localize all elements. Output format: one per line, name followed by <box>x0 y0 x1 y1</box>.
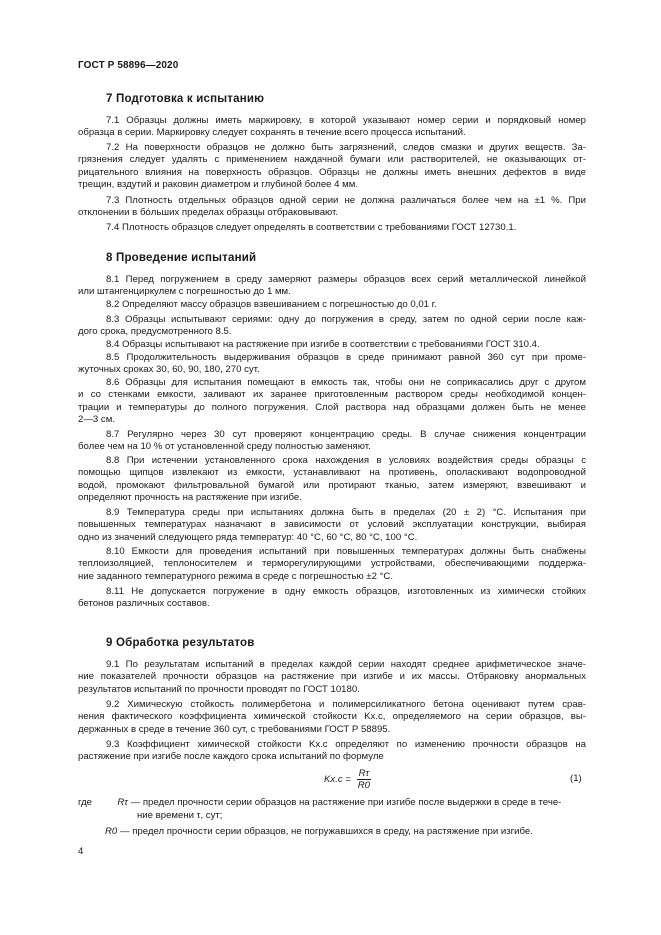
text-line: 8.5 Продолжительность выдерживания образцов в среде принимают равной 360 сут при проме- <box>106 352 586 363</box>
paragraph-8-5 <box>78 352 586 377</box>
text-line: результатов испытаний по прочности проводят по ГОСТ 10180. <box>78 683 360 695</box>
text-line: помощью щипцов извлекают из емкости, устанавливают на противень, ополаскивают водопроводной <box>78 467 586 479</box>
text-line: 8.2 Определяют массу образцов взвешиванием с погрешностью до 0,01 г. <box>106 299 437 310</box>
paragraph-8-2 <box>78 299 586 311</box>
text-line: теплоизоляцией, теплоносителем и терморегулирующими устройствами, обеспечивающими поддержа- <box>78 558 586 570</box>
text-line: 9.1 По результатам испытаний в пределах каждой серии находят среднее арифметическое значе- <box>106 659 586 670</box>
text-line: грязнения следует удалять с применением наждачной бумаги или растворителей, не оказывающих от- <box>78 154 586 166</box>
section-8-title: 8 Проведение испытаний <box>106 252 257 264</box>
paragraph-7-3 <box>78 195 586 220</box>
text-line: трещин, вздутий и раковин диаметром и глубиной более 4 мм. <box>78 179 359 191</box>
text-line: 8.11 Не допускается погружение в одну емкость образцов, изготовленных из химически стойких <box>106 586 586 597</box>
text-line: 8.4 Образцы испытывают на растяжение при изгибе в соответствии с требованиями ГОСТ 310.4. <box>106 339 540 350</box>
text-line: жуточных сроках 30, 60, 90, 180, 270 сут. <box>78 364 260 376</box>
paragraph-7-1 <box>78 115 586 140</box>
text-line: 8.3 Образцы испытывают сериями: одну до погружения в среду, затем по одной серии после каж- <box>106 314 586 325</box>
symbol-r-tau: Rτ <box>117 797 128 808</box>
paragraph-8-8 <box>78 455 586 505</box>
paragraph-9-2 <box>78 699 586 736</box>
where-r-tau <box>78 797 561 809</box>
definition-r0: — предел прочности серии образцов, не погружавшихся в среду, на растяжение при изгибе. <box>119 826 533 837</box>
formula-fraction <box>357 768 372 791</box>
text-line: 8.6 Образцы для испытания помещают в емкость так, чтобы они не соприкасались друг с другом <box>106 377 586 388</box>
text-line: 7.3 Плотность отдельных образцов одной серии не должна различаться более чем на ±1 %. При <box>106 195 586 206</box>
text-line: 9.2 Химическую стойкость полимербетона и полимерсиликатного бетона оценивают путем срав- <box>106 699 586 710</box>
section-7-title: 7 Подготовка к испытанию <box>106 93 265 105</box>
paragraph-9-3 <box>78 739 586 764</box>
text-line: рицательного влияния на поверхность образцов. Образцы не должны иметь внешних дефектов в виде <box>78 166 586 178</box>
text-line: 8.9 Температура среды при испытаниях должна быть в пределах (20 ± 2) °С. Испытания при <box>106 507 586 518</box>
text-line: 8.7 Регулярно через 30 сут проверяют концентрацию среды. В случае снижения концентрации <box>106 429 586 440</box>
text-line: повышенных температурах назначают в зависимости от условий эксплуатации конструкции, выбирая <box>78 519 586 531</box>
paragraph-8-1 <box>78 274 586 299</box>
paragraph-8-4 <box>78 339 586 351</box>
text-line: 7.1 Образцы должны иметь маркировку, в которой указывают номер серии и порядковый номер <box>106 115 586 126</box>
text-line: дого срока, предусмотренного 8.5. <box>78 326 232 338</box>
text-line: 8.10 Емкости для проведения испытаний при повышенных температурах должны быть снабжены <box>106 546 586 557</box>
paragraph-8-11 <box>78 586 586 611</box>
text-line: одно из значений следующего ряда температур: 40 °С, 60 °С, 80 °С, 100 °С. <box>78 531 418 543</box>
formula-lhs: Kх.с <box>324 774 343 786</box>
paragraph-7-4 <box>78 222 586 234</box>
text-line: ние заданного температурного режима в среде с погрешностью ±2 °С. <box>78 570 394 582</box>
formula-denominator: R0 <box>357 780 371 791</box>
text-line: образца в серии. Маркировку следует сохранять в течение всего процесса испытаний. <box>78 127 466 139</box>
text-line: нения фактического коэффициента химической стойкости Kх.с, определяемого на серии образцов, вы- <box>78 711 586 723</box>
text-line: 9.3 Коэффициент химической стойкости Kх.с определяют по изменению прочности образцов на <box>106 739 586 750</box>
text-line: бетонов различных составов. <box>78 598 210 610</box>
text-line: и со стенками емкости, заливают их заранее приготовленным раствором среды необходимой концен- <box>78 389 586 401</box>
paragraph-8-3 <box>78 314 586 339</box>
text-line: или штангенциркулем с погрешностью до 1 мм. <box>78 286 291 298</box>
text-line: определяют прочность на растяжение при изгибе. <box>78 492 302 504</box>
text-line: водой, промокают фильтровальной бумагой или протирают тканью, затем измеряют, взвешивают и <box>78 479 586 491</box>
section-9-title: 9 Обработка результатов <box>106 637 255 649</box>
paragraph-8-9 <box>78 507 586 544</box>
text-line: отклонении в бóльших пределах образцы отбраковывают. <box>78 207 339 219</box>
where-word: где <box>78 797 93 808</box>
formula-kxc <box>324 768 371 791</box>
paragraph-8-10 <box>78 546 586 583</box>
paragraph-8-7 <box>78 429 586 454</box>
text-line: 8.8 При истечении установленного срока нахождения в условиях воздействия среды образцы с <box>106 455 586 466</box>
formula-number: (1) <box>570 773 582 784</box>
text-line: более чем на 10 % от установленной среду полностью заменяют. <box>78 441 371 453</box>
text-line: держанных в среде в течение 360 сут, с требованиями ГОСТ Р 58895. <box>78 723 391 735</box>
definition-r-tau-2: ние времени τ, сут; <box>137 810 223 821</box>
formula-numerator: Rτ <box>358 768 370 779</box>
text-line: 7.2 На поверхности образцов не должно быть загрязнений, следов смазки и других веществ. За- <box>106 142 586 153</box>
definition-r-tau-1: — предел прочности серии образцов на растяжение при изгибе после выдержки в среде в тече- <box>130 797 562 808</box>
symbol-r0: R0 <box>105 826 118 837</box>
paragraph-7-2 <box>78 142 586 192</box>
text-line: 8.1 Перед погружением в среду замеряют размеры образцов всех серий металлической линейкой <box>106 274 586 285</box>
where-r0 <box>105 826 533 838</box>
page-number: 4 <box>78 846 84 857</box>
paragraph-8-6 <box>78 377 586 427</box>
paragraph-9-1 <box>78 659 586 696</box>
text-line: 2—3 см. <box>78 414 115 426</box>
text-line: трации и температуры до полного погружения. Слой раствора над образцами должен быть не менее <box>78 401 586 413</box>
text-line: ние показателей прочности образцов на растяжение при изгибе и их массы. Отбраковку анормальных <box>78 671 586 683</box>
text-line: растяжение при изгибе после каждого срока испытаний по формуле <box>78 751 384 763</box>
document-header: ГОСТ Р 58896—2020 <box>78 60 179 71</box>
text-line: 7.4 Плотность образцов следует определять в соответствии с требованиями ГОСТ 12730.1. <box>106 222 517 233</box>
formula-equals: = <box>345 774 351 786</box>
